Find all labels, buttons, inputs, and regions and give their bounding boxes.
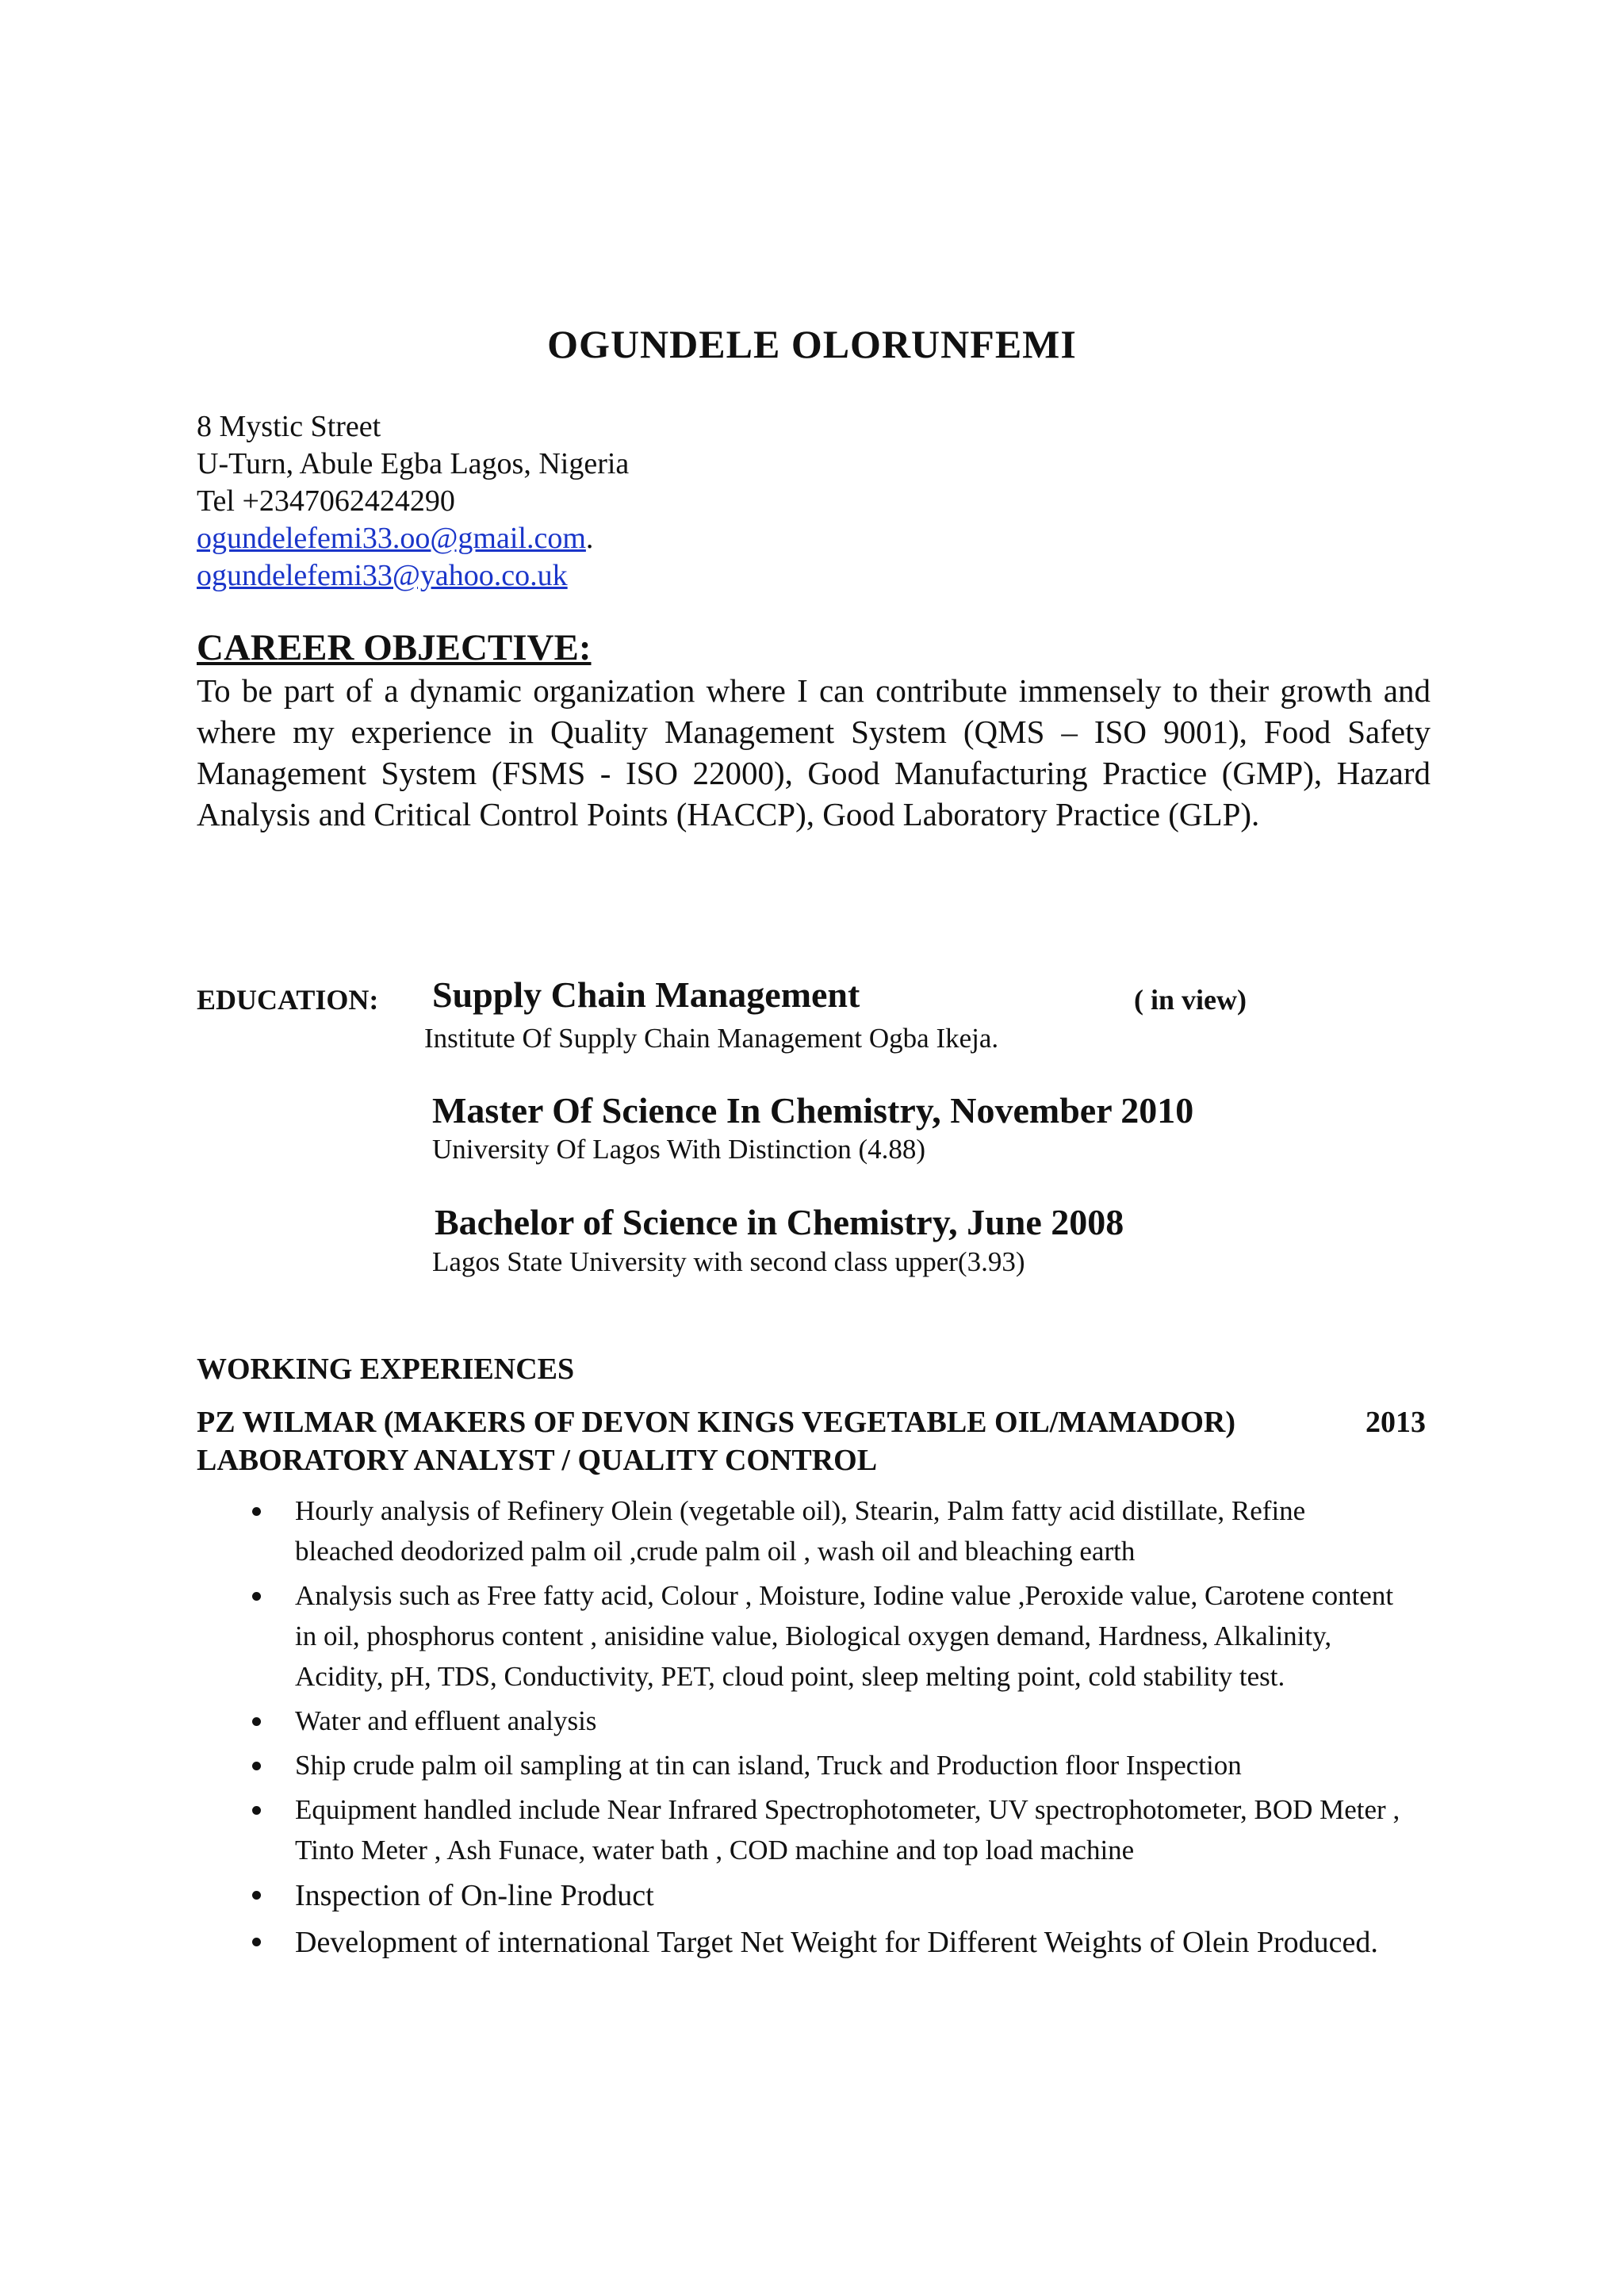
employer-name: PZ WILMAR (MAKERS OF DEVON KINGS VEGETABLE OIL/MAMADOR): [197, 1406, 1235, 1439]
email-suffix: .: [585, 522, 594, 555]
phone-number: Tel +2347062424290: [197, 484, 455, 518]
email-link-gmail[interactable]: ogundelefemi33.oo@gmail.com: [197, 522, 586, 555]
education-title-1: Supply Chain Management: [432, 974, 860, 1015]
duties-list: [197, 1490, 1402, 1968]
address-line-2: U-Turn, Abule Egba Lagos, Nigeria: [197, 447, 630, 480]
duty-item: Equipment handled include Near Infrared Spectrophotometer, UV spectrophotometer, BOD Meter , Tinto Meter , Ash Funace, water bath , COD machine and top load machine: [197, 1789, 1402, 1870]
education-detail-2: University Of Lagos With Distinction (4.88): [432, 1134, 926, 1165]
education-note-1: ( in view): [1134, 984, 1247, 1016]
education-title-3: Bachelor of Science in Chemistry, June 2008: [435, 1202, 1124, 1242]
employer-block: [197, 1403, 1431, 1479]
education-heading: EDUCATION:: [197, 984, 379, 1016]
career-objective-heading: CAREER OBJECTIVE:: [197, 627, 592, 668]
email-line-2: [197, 557, 629, 595]
duty-item: Ship crude palm oil sampling at tin can island, Truck and Production floor Inspection: [197, 1745, 1402, 1785]
duty-item: Analysis such as Free fatty acid, Colour , Moisture, Iodine value ,Peroxide value, Carotene content in oil, phosphorus content , anisidine value, Biological oxygen demand, Hardness, Alkalinity, Acidity, pH, TDS, Conductivity, PET, cloud point, sleep melting point, cold stability test.: [197, 1575, 1402, 1697]
education-title-2: Master Of Science In Chemistry, November 2010: [432, 1090, 1194, 1131]
education-detail-1: Institute Of Supply Chain Management Ogba Ikeja.: [424, 1023, 999, 1054]
duty-item: Hourly analysis of Refinery Olein (vegetable oil), Stearin, Palm fatty acid distillate, Refine bleached deodorized palm oil ,crude palm oil , wash oil and bleaching earth: [197, 1490, 1402, 1571]
career-objective-text: To be part of a dynamic organization where I can contribute immensely to their growth and where my experience in Quality Management System (QMS – ISO 9001), Food Safety Management System (FSMS - ISO 22000), Good Manufacturing Practice (GMP), Hazard Analysis and Critical Control Points (HACCP), Good Laboratory Practice (GLP).: [197, 672, 1431, 832]
email-line-1: [197, 520, 629, 557]
contact-block: [197, 408, 629, 595]
candidate-name: OGUNDELE OLORUNFEMI: [547, 322, 1077, 366]
email-link-yahoo[interactable]: ogundelefemi33@yahoo.co.uk: [197, 559, 568, 592]
working-experiences-heading: WORKING EXPERIENCES: [197, 1353, 575, 1386]
job-role: LABORATORY ANALYST / QUALITY CONTROL: [197, 1444, 878, 1477]
employment-year: 2013: [1365, 1406, 1426, 1439]
duty-item: Development of international Target Net Weight for Different Weights of Olein Produced.: [197, 1921, 1402, 1964]
duty-item: Inspection of On-line Product: [197, 1874, 1402, 1917]
duty-item: Water and effluent analysis: [197, 1701, 1402, 1741]
education-detail-3: Lagos State University with second class upper(3.93): [432, 1246, 1025, 1277]
address-line-1: 8 Mystic Street: [197, 410, 381, 443]
